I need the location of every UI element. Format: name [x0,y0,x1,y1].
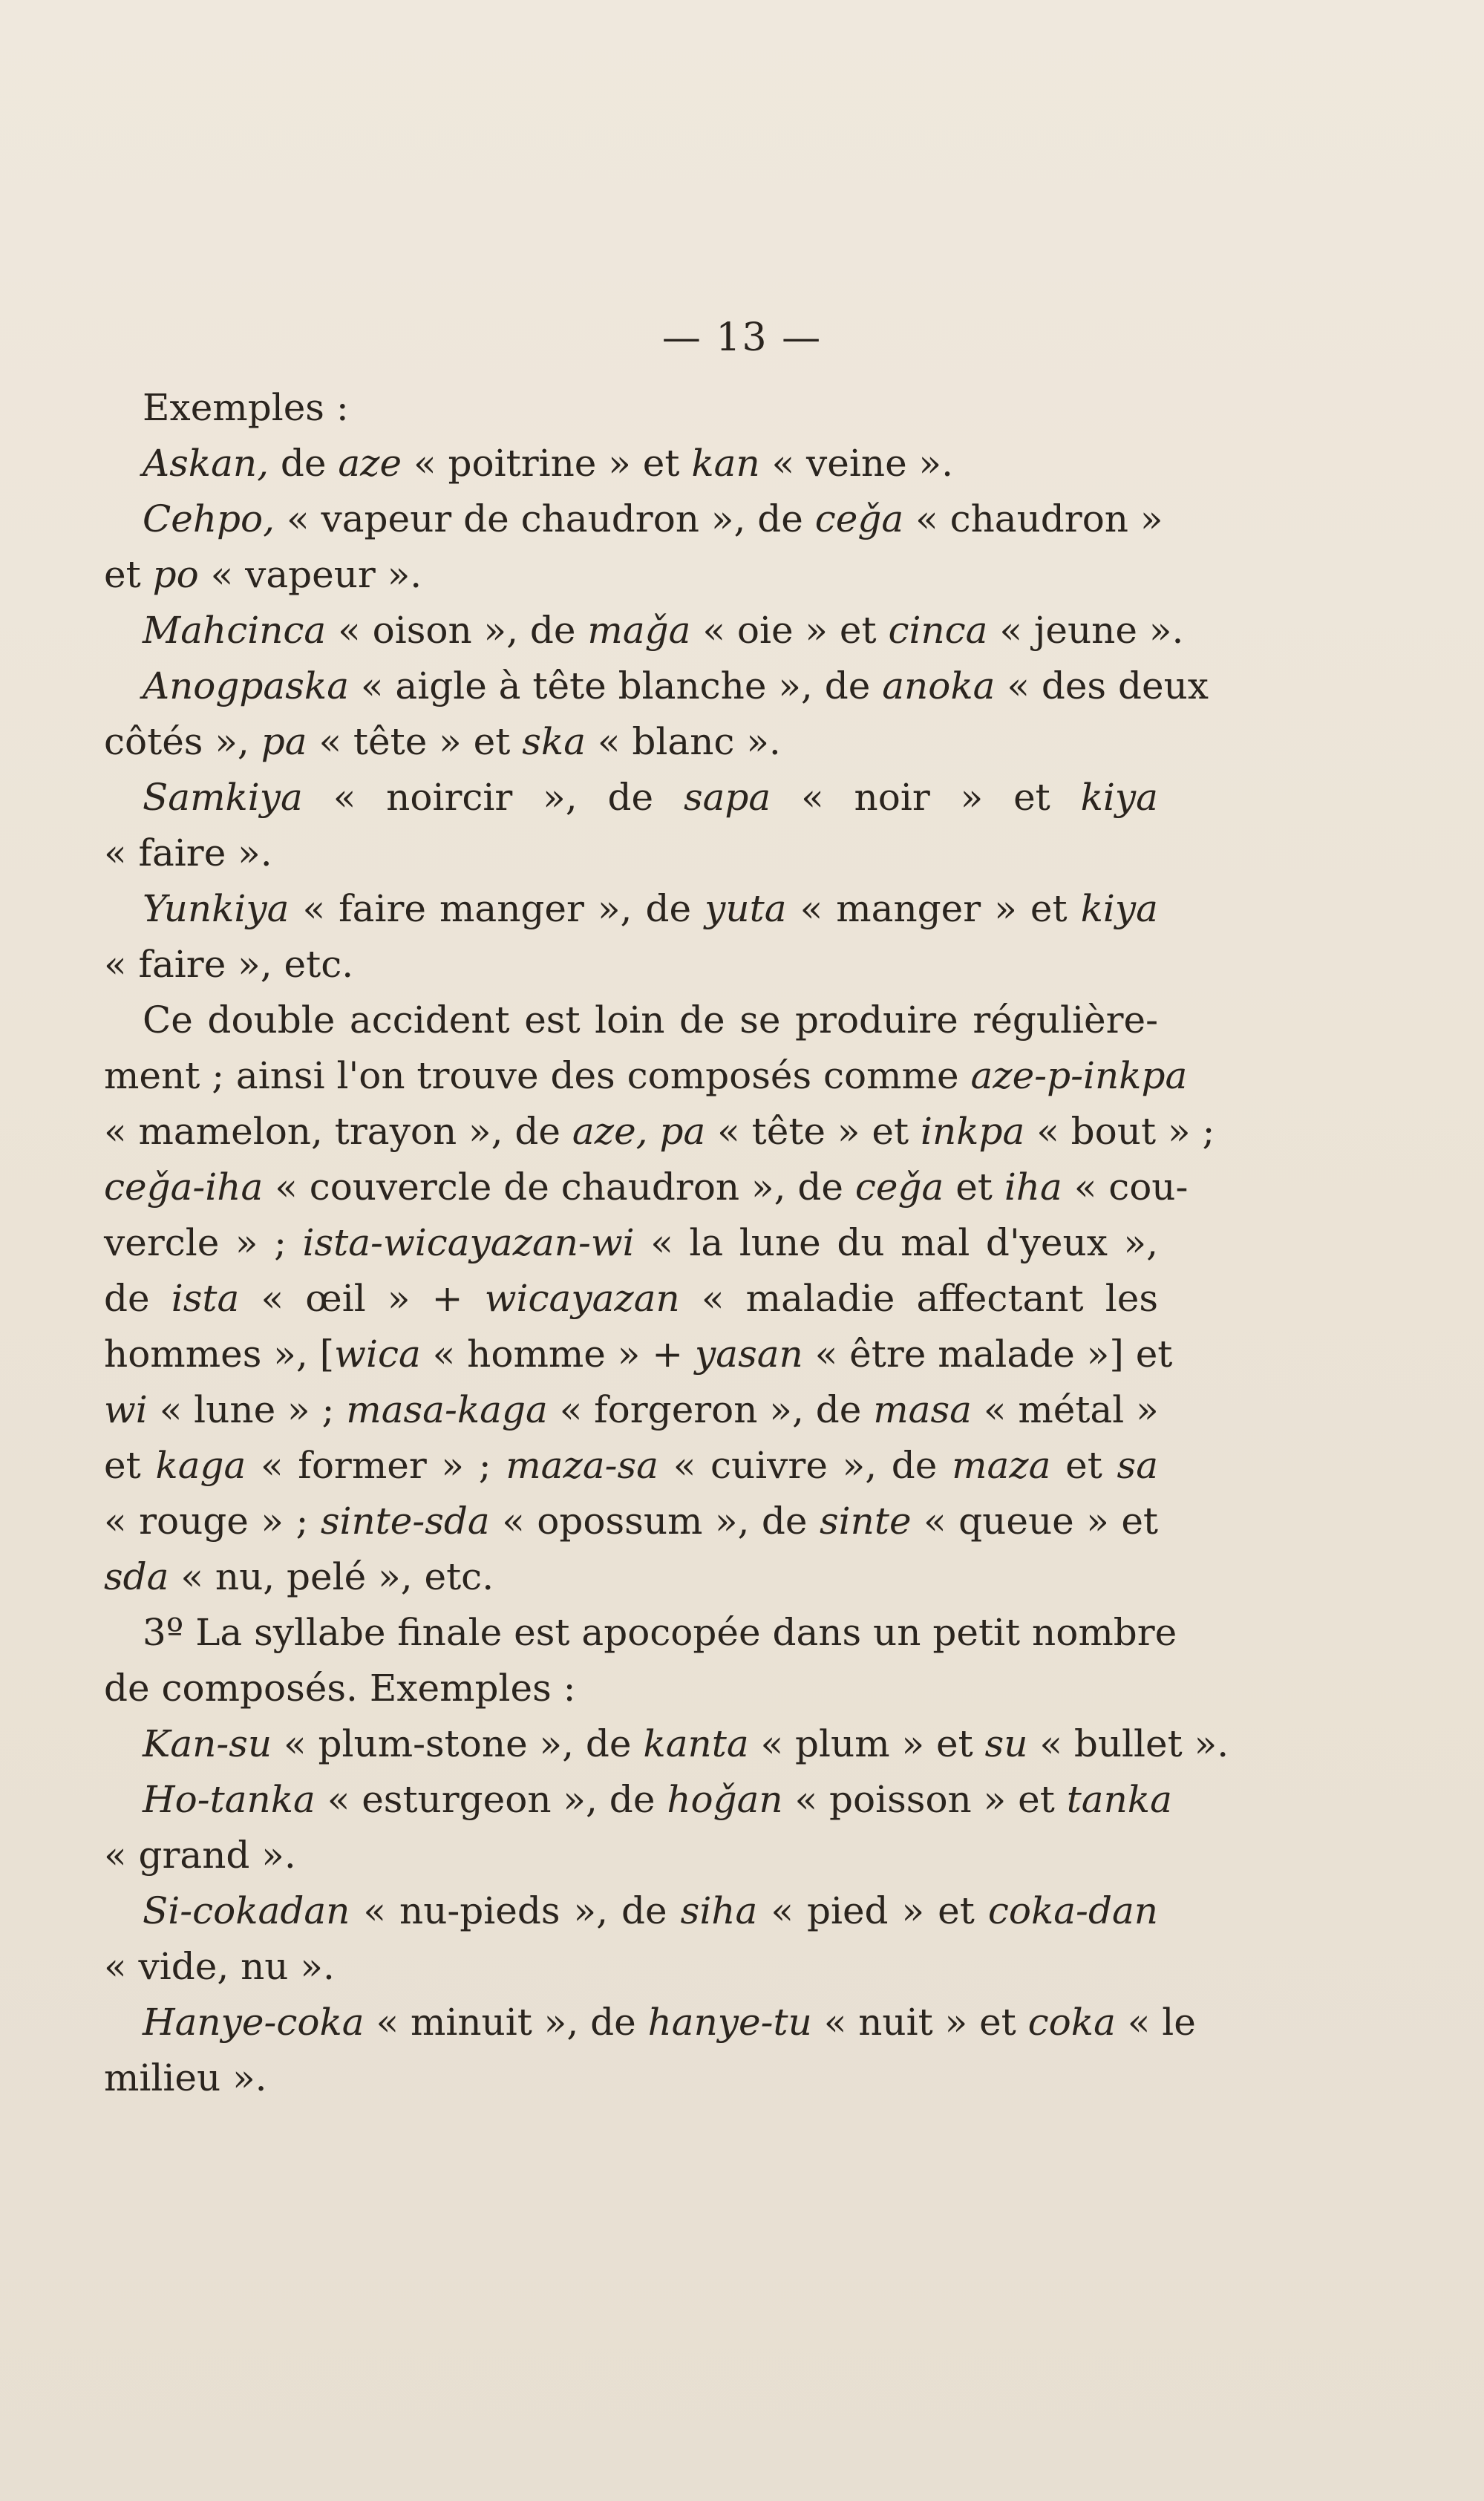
text-run: « veine ». [759,442,954,485]
italic-term: kaga [155,1444,246,1487]
text-line [104,881,1158,937]
text-run: « chaudron » [903,497,1163,540]
text-line [104,1215,1158,1271]
italic-term: sapa [683,776,771,819]
paragraph-ho-tanka [104,1772,1172,1883]
paragraph-anogpaska [104,658,1209,770]
paragraph-askan [104,436,1158,491]
italic-term: hanye-tu [647,2001,812,2044]
text-line [104,1382,1158,1438]
text-run: « faire manger », de [289,887,705,930]
italic-term: coka-dan [987,1889,1158,1932]
italic-term: inkpa [920,1110,1025,1153]
text-run: et [104,553,153,596]
text-line [104,1995,1196,2050]
text-run: « vide, nu ». [104,1945,335,1988]
italic-term: wicayazan [484,1277,680,1320]
italic-term: Yunkiya [143,887,290,930]
italic-term: Cehpo, [143,497,275,540]
text-run: et [104,1444,156,1487]
text-run: « queue » et [911,1500,1158,1543]
text-run: « des deux [995,664,1209,707]
text-line [104,826,1158,881]
text-line [104,937,1158,993]
italic-term: ceǧa [814,497,904,540]
text-run: « noir » et [771,776,1081,819]
text-run: et [944,1166,1004,1209]
italic-term: siha [680,1889,758,1932]
paragraph-exemples-heading [104,380,1158,436]
text-run: « tête » et [705,1110,921,1153]
text-run: vercle » ; [104,1221,303,1264]
text-run: « mamelon, trayon », de [104,1110,572,1153]
text-run: « cou- [1062,1166,1189,1209]
text-line [104,603,1184,658]
text-run: « minuit », de [364,2001,648,2044]
text-line [104,1828,1158,1883]
text-line [104,436,1158,491]
italic-term: maza [952,1444,1051,1487]
italic-term: Si-cokadan [143,1889,350,1932]
italic-term: aze [338,442,402,485]
text-line [104,1605,1177,1661]
text-run: « faire ». [104,831,272,874]
body-text [104,380,1229,2106]
text-run: « la lune du mal d'yeux », [634,1221,1158,1264]
text-run: côtés », [104,720,261,763]
italic-term: sinte-sda [320,1500,490,1543]
text-run: de [268,442,339,485]
text-line [104,1494,1158,1549]
italic-term: anoka [882,664,996,707]
text-run: « être malade »] et [803,1333,1173,1376]
text-run: Ce double accident est loin de se produire régulière- [143,998,1158,1042]
italic-term: kiya [1080,776,1158,819]
italic-term: sinte [820,1500,912,1543]
text-run: « manger » et [786,887,1081,930]
paragraph-double-accident [104,993,1215,1605]
italic-term: yuta [705,887,787,930]
text-run: « vapeur de chaudron », de [275,497,815,540]
text-line [104,1104,1215,1160]
italic-term: Mahcinca [143,609,327,652]
text-line [104,380,1158,436]
paragraph-syllabe-finale [104,1605,1177,1716]
text-run: « jeune ». [987,609,1184,652]
italic-term: ista-wicayazan-wi [302,1221,635,1264]
italic-term: su [984,1722,1028,1765]
italic-term: Samkiya [143,776,303,819]
text-run: « le [1115,2001,1196,2044]
text-run: « oie » et [690,609,889,652]
text-line [104,1772,1172,1828]
italic-term: iha [1004,1166,1062,1209]
paragraph-samkiya [104,770,1158,881]
text-line [104,1271,1158,1327]
text-line [104,491,1163,547]
italic-term: kiya [1080,887,1158,930]
paragraph-hanye-coka [104,1995,1196,2106]
text-run: 3º La syllabe finale est apocopée dans un petit nombre [143,1611,1177,1654]
paragraph-yunkiya [104,881,1158,993]
italic-term: kan [691,442,760,485]
text-line [104,1939,1158,1995]
italic-term: Hanye-coka [143,2001,365,2044]
italic-term: kanta [643,1722,749,1765]
text-run: « plum » et [748,1722,985,1765]
italic-term: hoǧan [667,1778,783,1821]
text-line [104,1438,1158,1494]
text-run: hommes », [ [104,1333,335,1376]
italic-term: sa [1117,1444,1158,1487]
text-run: « couvercle de chaudron », de [263,1166,855,1209]
italic-term: wi [104,1388,148,1431]
text-run: « faire », etc. [104,943,354,986]
text-run: « nu, pelé », etc. [169,1555,494,1598]
paragraph-cehpo [104,491,1163,603]
text-run: « homme » + [420,1333,696,1376]
text-run: Exemples : [143,386,349,429]
italic-term: coka [1027,2001,1116,2044]
text-run: « former » ; [246,1444,506,1487]
text-line [104,1661,1158,1716]
text-run: milieu ». [104,2056,267,2099]
italic-term: cinca [888,609,988,652]
text-run: « aigle à tête blanche », de [349,664,883,707]
text-line [104,1716,1229,1772]
text-line [104,1327,1173,1382]
italic-term: yasan [695,1333,803,1376]
text-line [104,770,1158,826]
text-run: « nu-pieds », de [350,1889,681,1932]
text-line [104,1549,1158,1605]
text-run: « nuit » et [811,2001,1028,2044]
text-run: « œil » + [239,1277,485,1320]
italic-term: ceǧa-iha [104,1166,264,1209]
italic-term: Kan-su [143,1722,272,1765]
text-run: de [104,1277,171,1320]
text-run: « poitrine » et [402,442,692,485]
text-line [104,658,1209,714]
text-run: ment ; ainsi l'on trouve des composés comme [104,1054,971,1097]
paragraph-mahcinca [104,603,1184,658]
italic-term: masa-kaga [346,1388,548,1431]
text-line [104,2050,1158,2106]
italic-term: maza-sa [506,1444,658,1487]
text-run: « poisson » et [782,1778,1067,1821]
text-line [104,1883,1158,1939]
italic-term: wica [334,1333,421,1376]
text-run: « plum-stone », de [272,1722,644,1765]
text-run: « tête » et [307,720,523,763]
text-run: « oison », de [326,609,588,652]
text-run: « rouge » ; [104,1500,321,1543]
text-line [104,714,1158,770]
italic-term: ista [171,1277,240,1320]
text-run: « grand ». [104,1834,296,1877]
italic-term: ceǧa [854,1166,944,1209]
text-run: « bullet ». [1027,1722,1229,1765]
text-line [104,993,1158,1048]
page-number: — 13 — [661,316,823,360]
text-run: « vapeur ». [198,553,422,596]
italic-term: maǧa [587,609,691,652]
text-line [104,1160,1189,1215]
text-run: « blanc ». [586,720,781,763]
text-run: « noircir », de [302,776,684,819]
paragraph-kan-su [104,1716,1229,1772]
italic-term: Askan, [143,442,269,485]
italic-term: Ho-tanka [143,1778,316,1821]
text-run: « métal » [971,1388,1159,1431]
italic-term: tanka [1066,1778,1172,1821]
text-line [104,1048,1188,1104]
italic-term: Anogpaska [143,664,350,707]
text-run: « forgeron », de [547,1388,874,1431]
text-run: « maladie affectant les [679,1277,1158,1320]
italic-term: po [152,553,199,596]
italic-term: sda [104,1555,169,1598]
text-run: « lune » ; [147,1388,347,1431]
italic-term: masa [873,1388,972,1431]
italic-term: aze, pa [572,1110,706,1153]
paragraph-si-cokadan [104,1883,1158,1995]
italic-term: ska [522,720,586,763]
text-line [104,547,1158,603]
italic-term: pa [261,720,307,763]
text-run: « opossum », de [489,1500,820,1543]
text-run: de composés. Exemples : [104,1667,576,1710]
text-run: et [1050,1444,1117,1487]
text-run: « pied » et [757,1889,988,1932]
text-run: « esturgeon », de [315,1778,667,1821]
italic-term: aze-p-inkpa [970,1054,1188,1097]
text-run: « cuivre », de [658,1444,952,1487]
text-run: « bout » ; [1024,1110,1215,1153]
